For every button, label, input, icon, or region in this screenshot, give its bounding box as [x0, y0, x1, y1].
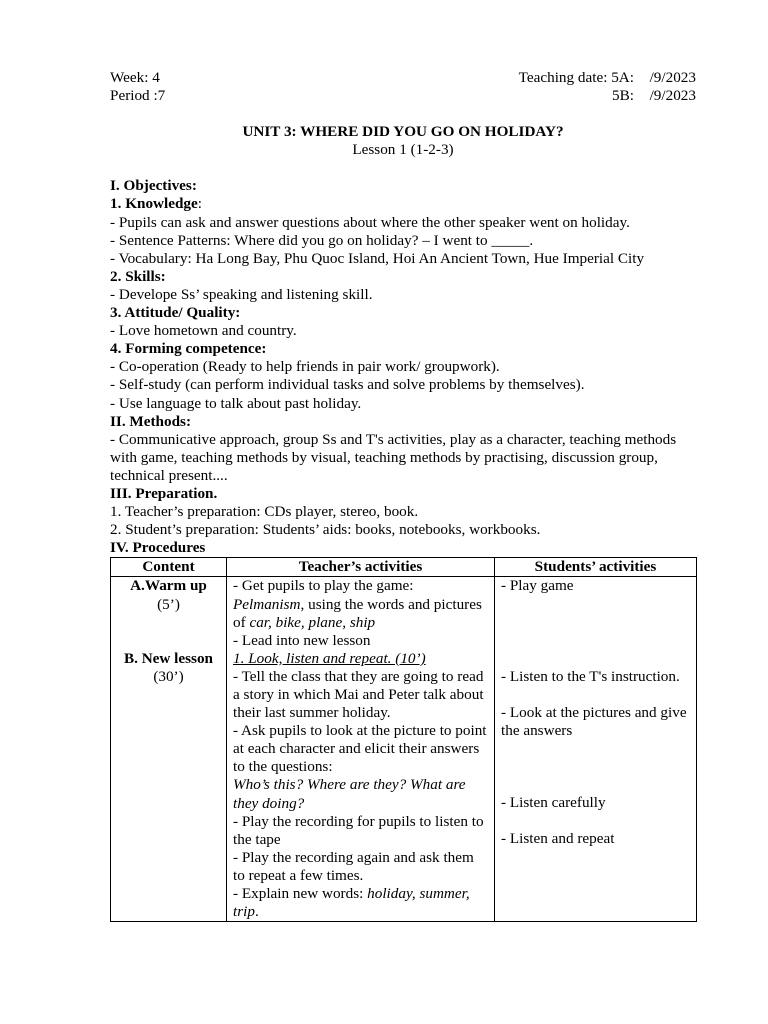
warmup-label: A.Warm up [130, 577, 207, 595]
teacher-preparation: 1. Teacher’s preparation: CDs player, stereo, book. [110, 503, 419, 521]
teacher-activity: - Lead into new lesson [233, 631, 371, 649]
competence-heading: 4. Forming competence: [110, 340, 267, 358]
teacher-activity: - Explain new words: holiday, summer, trip. [233, 885, 470, 921]
teacher-activity: - Get pupils to play the game: [233, 577, 414, 595]
content-cell [111, 577, 227, 922]
period-label: Period :7 [110, 87, 166, 105]
date-5b: /9/2023 [649, 87, 696, 105]
knowledge-item: - Pupils can ask and answer questions about where the other speaker went on holiday. [110, 213, 630, 231]
column-header-students: Students’ activities [495, 558, 697, 577]
procedures-table [110, 557, 697, 922]
header-row-1 [110, 69, 696, 87]
column-header-teacher: Teacher’s activities [227, 558, 495, 577]
header-row-2 [110, 87, 696, 105]
preparation-heading: III. Preparation. [110, 484, 218, 502]
table-header-row [111, 558, 697, 577]
new-lesson-label: B. New lesson [123, 649, 214, 667]
teaching-date-label: Teaching date: 5A: [518, 69, 634, 86]
objectives-heading: I. Objectives: [110, 177, 197, 195]
elicit-questions: Who’s this? Where are they? What are they doing? [233, 776, 466, 812]
competence-item: - Co-operation (Ready to help friends in pair work/ groupwork). [110, 358, 500, 376]
week-label: Week: 4 [110, 69, 160, 86]
knowledge-heading: 1. Knowledge [110, 195, 198, 213]
new-lesson-time: (30’) [153, 667, 184, 685]
lesson-plan-page [110, 69, 696, 922]
competence-item: - Self-study (can perform individual tasks and solve problems by themselves). [110, 376, 585, 394]
student-activity: - Listen carefully [501, 793, 606, 811]
teacher-activity: - Play the recording for pupils to listen to the tape [233, 812, 484, 848]
attitude-heading: 3. Attitude/ Quality: [110, 304, 241, 322]
class-5b-label: 5B: [612, 87, 634, 105]
teacher-activity: - Tell the class that they are going to read a story in which Mai and Peter talk about their last summer holiday. [233, 667, 484, 722]
teacher-activity: - Play the recording again and ask them to repeat a few times. [233, 848, 474, 884]
knowledge-heading-line: 1. Knowledge: [110, 195, 202, 213]
teacher-activity: Pelmanism, using the words and pictures of car, bike, plane, ship [233, 595, 482, 631]
attitude-item: - Love hometown and country. [110, 322, 297, 340]
column-header-content: Content [111, 558, 227, 577]
teacher-activities-cell [227, 577, 495, 922]
lesson-subtitle: Lesson 1 (1-2-3) [352, 141, 454, 159]
student-activity: - Play game [501, 577, 574, 595]
activity-section-title: 1. Look, listen and repeat. (10’) [233, 649, 426, 667]
student-activity: - Listen and repeat [501, 829, 615, 847]
students-activities-cell [495, 577, 697, 922]
methods-heading: II. Methods: [110, 412, 192, 430]
student-activity: - Listen to the T's instruction. [501, 667, 680, 685]
knowledge-item: - Sentence Patterns: Where did you go on holiday? – I went to _____. [110, 231, 534, 249]
table-row [111, 577, 697, 922]
skills-heading: 2. Skills: [110, 267, 166, 285]
teacher-activity: - Ask pupils to look at the picture to point at each character and elicit their answers to the questions: [233, 722, 487, 776]
procedures-heading: IV. Procedures [110, 539, 206, 557]
warmup-time: (5’) [157, 595, 180, 613]
methods-text: - Communicative approach, group Ss and T's activities, play as a character, teaching methods with game, teaching methods by visual, teaching methods by practising, discussion group, technical present.... [110, 430, 677, 484]
skills-item: - Develope Ss’ speaking and listening skill. [110, 285, 373, 303]
unit-title: UNIT 3: WHERE DID YOU GO ON HOLIDAY? [242, 123, 564, 141]
knowledge-item: - Vocabulary: Ha Long Bay, Phu Quoc Island, Hoi An Ancient Town, Hue Imperial City [110, 249, 645, 267]
competence-item: - Use language to talk about past holiday. [110, 394, 362, 412]
student-preparation: 2. Student’s preparation: Students’ aids: books, notebooks, workbooks. [110, 521, 541, 539]
date-5a: /9/2023 [649, 69, 696, 86]
student-activity: - Look at the pictures and give the answers [501, 703, 687, 739]
